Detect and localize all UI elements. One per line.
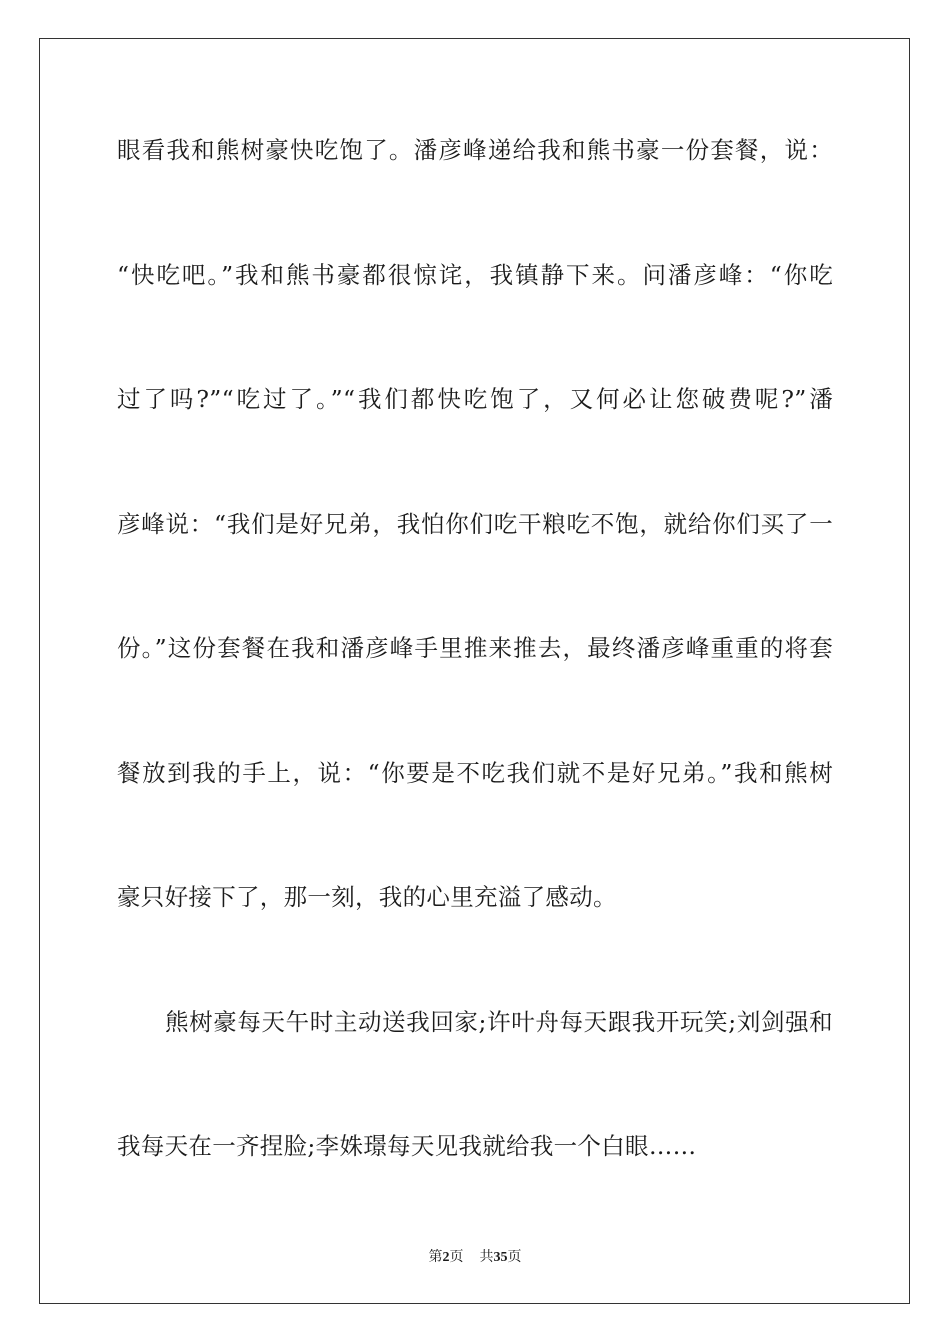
page-footer — [0, 1248, 950, 1267]
footer-total-unit: 页 — [507, 1249, 522, 1265]
text-line-5: 份。”这份套餐在我和潘彦峰手里推来推去，最终潘彦峰重重的将套 — [117, 634, 833, 662]
text-line-3: 过了吗?”“吃过了。”“我们都快吃饱了，又何必让您破费呢?”潘 — [117, 385, 833, 413]
text-line-9: 我每天在一齐捏脸;李姝璟每天见我就给我一个白眼…… — [117, 1132, 697, 1160]
page-border — [39, 38, 910, 1304]
text-line-6: 餐放到我的手上，说：“你要是不吃我们就不是好兄弟。”我和熊树 — [117, 759, 833, 787]
text-line-2: “快吃吧。”我和熊书豪都很惊诧，我镇静下来。问潘彦峰：“你吃 — [117, 261, 833, 289]
footer-page-unit: 页 — [449, 1249, 464, 1265]
text-line-8: 熊树豪每天午时主动送我回家;许叶舟每天跟我开玩笑;刘剑强和 — [165, 1008, 833, 1036]
text-line-4: 彦峰说：“我们是好兄弟，我怕你们吃干粮吃不饱，就给你们买了一 — [117, 510, 833, 538]
footer-current-page: 2 — [442, 1250, 450, 1265]
text-line-7: 豪只好接下了，那一刻，我的心里充溢了感动。 — [117, 883, 617, 911]
footer-total-prefix: 共 — [479, 1249, 494, 1265]
text-line-1: 眼看我和熊树豪快吃饱了。潘彦峰递给我和熊书豪一份套餐，说： — [117, 136, 833, 164]
footer-total-pages: 35 — [493, 1250, 508, 1265]
footer-page-prefix: 第 — [428, 1249, 443, 1265]
